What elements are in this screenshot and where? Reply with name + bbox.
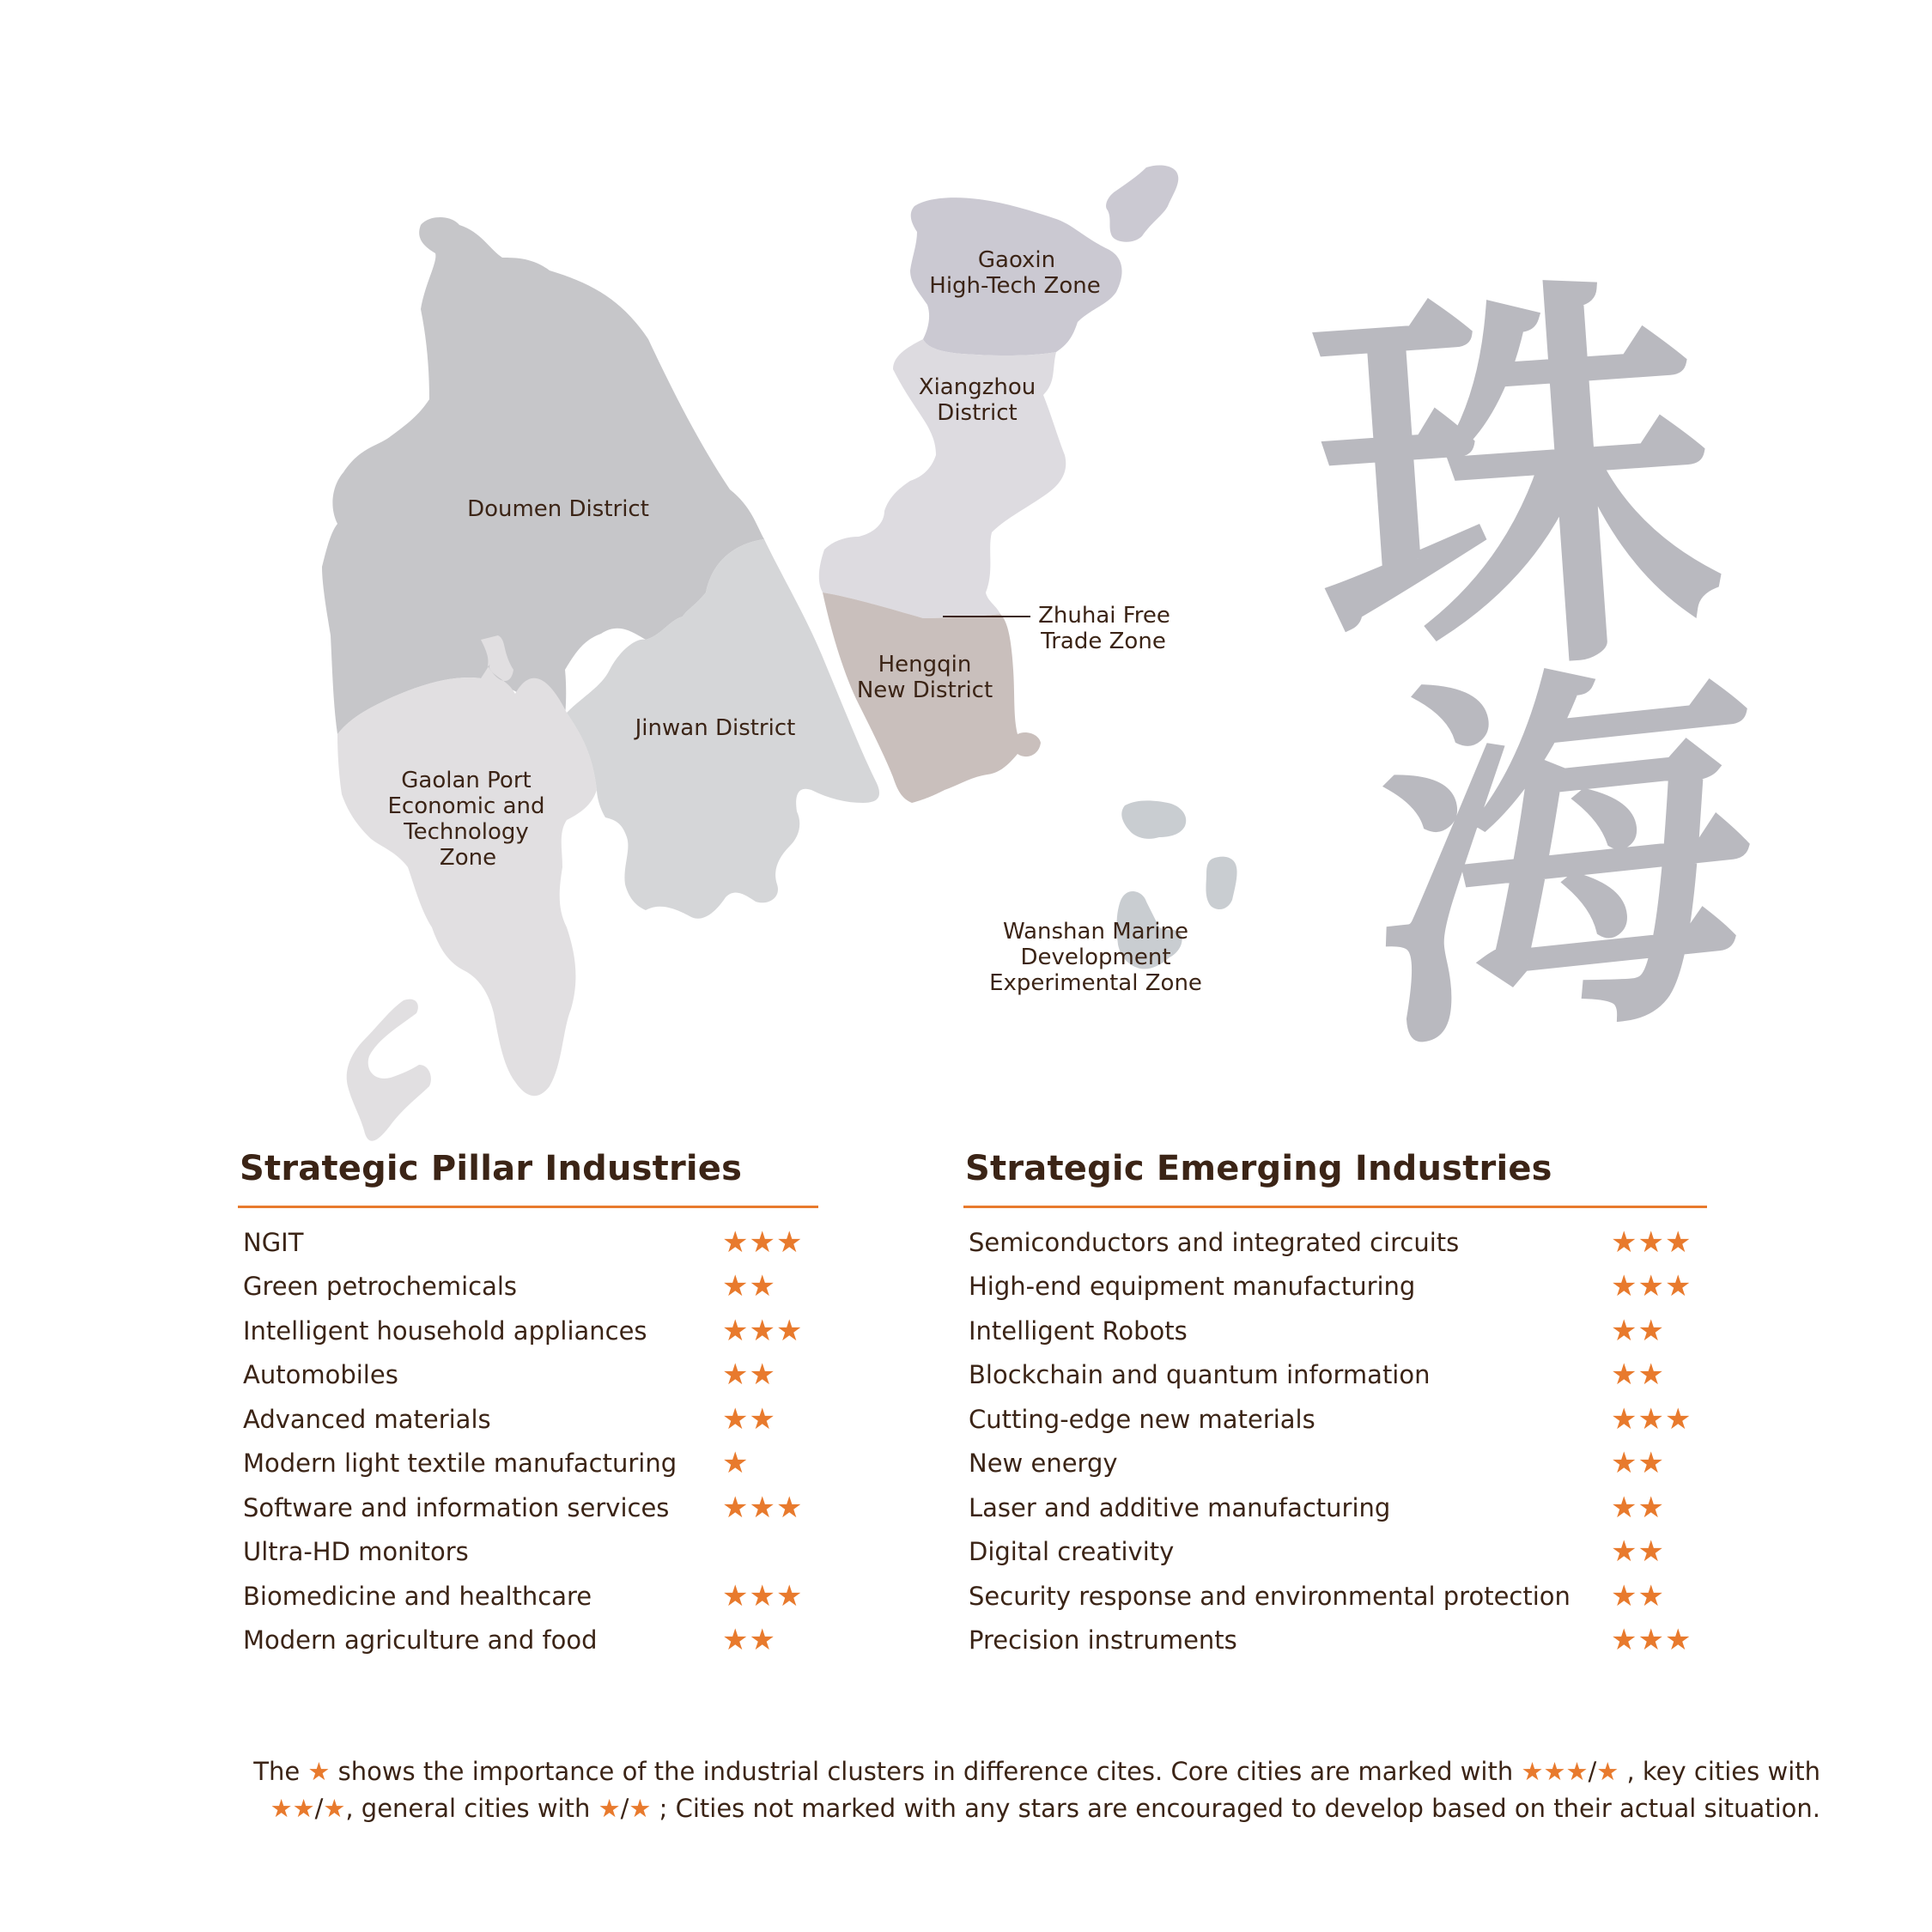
star-rating: ★★ bbox=[1611, 1578, 1665, 1613]
svg-text:New District: New District bbox=[856, 677, 993, 703]
star-rating: ★★ bbox=[722, 1623, 776, 1658]
svg-text:Hengqin: Hengqin bbox=[878, 652, 972, 677]
list-item bbox=[238, 1265, 818, 1309]
list-item bbox=[963, 1353, 1707, 1398]
star-rating: ★★★ bbox=[722, 1224, 804, 1260]
industry-name: Ultra-HD monitors bbox=[243, 1537, 469, 1567]
industry-name: High-end equipment manufacturing bbox=[969, 1272, 1416, 1302]
list-item bbox=[963, 1220, 1707, 1265]
label-wanshan bbox=[989, 919, 1202, 996]
calligraphy-zhu: 珠 bbox=[1297, 234, 1734, 736]
industry-name: Semiconductors and integrated circuits bbox=[969, 1227, 1460, 1257]
industry-name: Advanced materials bbox=[243, 1404, 491, 1434]
pillar-industries-panel bbox=[238, 1142, 818, 1662]
svg-text:Experimental Zone: Experimental Zone bbox=[989, 970, 1202, 996]
list-item bbox=[963, 1265, 1707, 1309]
list-item bbox=[238, 1397, 818, 1442]
footnote-text: / bbox=[314, 1794, 324, 1823]
star-rating: ★★★ bbox=[722, 1313, 804, 1348]
industry-name: Green petrochemicals bbox=[243, 1272, 518, 1302]
region-wanshan-1 bbox=[1121, 800, 1186, 838]
star-rating: ★★ bbox=[722, 1269, 776, 1304]
industry-name: Digital creativity bbox=[969, 1537, 1175, 1567]
industry-name: Automobiles bbox=[243, 1360, 398, 1390]
industry-name: Security response and environmental protection bbox=[969, 1581, 1571, 1611]
label-free-trade-zone bbox=[1038, 603, 1170, 654]
pillar-title: Strategic Pillar Industries bbox=[238, 1142, 818, 1208]
list-item bbox=[238, 1485, 818, 1530]
list-item bbox=[238, 1309, 818, 1353]
industry-name: Blockchain and quantum information bbox=[969, 1360, 1431, 1390]
star-icon: ★ bbox=[598, 1794, 621, 1823]
star-rating: ★★ bbox=[1611, 1358, 1665, 1393]
star-rating: ★★★ bbox=[722, 1578, 804, 1613]
star-rating: ★★ bbox=[722, 1401, 776, 1437]
svg-text:Trade Zone: Trade Zone bbox=[1041, 629, 1166, 654]
star-rating: ★★★ bbox=[722, 1490, 804, 1525]
industry-name: Biomedicine and healthcare bbox=[243, 1581, 592, 1611]
footnote-text: , key cities with bbox=[1619, 1757, 1820, 1786]
footnote-text: / bbox=[620, 1794, 629, 1823]
star-rating: ★★ bbox=[1611, 1446, 1665, 1481]
list-item bbox=[238, 1220, 818, 1265]
star-rating: ★★★ bbox=[1611, 1269, 1692, 1304]
star-icon: ★ bbox=[1596, 1757, 1619, 1786]
pillar-list bbox=[238, 1220, 818, 1662]
list-item bbox=[238, 1442, 818, 1486]
region-gaoxin-island bbox=[1106, 165, 1178, 241]
svg-text:Doumen District: Doumen District bbox=[467, 496, 649, 522]
svg-text:Zhuhai Free: Zhuhai Free bbox=[1038, 603, 1170, 629]
list-item bbox=[963, 1485, 1707, 1530]
list-item bbox=[963, 1619, 1707, 1663]
calligraphy-hai: 海 bbox=[1367, 614, 1759, 1103]
list-item bbox=[963, 1574, 1707, 1619]
star-rating: ★★ bbox=[1611, 1313, 1665, 1348]
svg-text:Gaolan Port: Gaolan Port bbox=[401, 768, 532, 793]
list-item bbox=[238, 1619, 818, 1663]
label-jinwan bbox=[634, 715, 796, 741]
industry-name: Modern agriculture and food bbox=[243, 1625, 598, 1656]
industry-name: Cutting-edge new materials bbox=[969, 1404, 1315, 1434]
star-icon: ★ bbox=[307, 1757, 331, 1786]
svg-text:Technology: Technology bbox=[404, 819, 529, 845]
svg-text:Zone: Zone bbox=[439, 845, 497, 871]
star-icon: ★★★ bbox=[1521, 1757, 1589, 1786]
region-gaolan-hook bbox=[347, 999, 431, 1141]
svg-text:Wanshan Marine: Wanshan Marine bbox=[1003, 919, 1188, 945]
svg-text:Jinwan District: Jinwan District bbox=[635, 715, 796, 741]
svg-text:Xiangzhou: Xiangzhou bbox=[918, 374, 1036, 400]
footnote-text: The bbox=[253, 1757, 308, 1786]
svg-text:High-Tech Zone: High-Tech Zone bbox=[929, 273, 1101, 299]
star-rating: ★★ bbox=[1611, 1490, 1665, 1525]
svg-text:Economic and: Economic and bbox=[387, 793, 545, 819]
svg-text:District: District bbox=[937, 400, 1018, 426]
industry-name: Modern light textile manufacturing bbox=[243, 1449, 677, 1479]
industry-name: NGIT bbox=[243, 1227, 304, 1257]
industry-name: Precision instruments bbox=[969, 1625, 1237, 1656]
list-item bbox=[963, 1309, 1707, 1353]
industry-name: Intelligent Robots bbox=[969, 1315, 1188, 1346]
emerging-list bbox=[963, 1220, 1707, 1662]
list-item bbox=[963, 1397, 1707, 1442]
emerging-title: Strategic Emerging Industries bbox=[963, 1142, 1707, 1208]
list-item bbox=[238, 1530, 818, 1575]
footnote-text: shows the importance of the industrial clusters in difference cites. Core cities are marked with bbox=[330, 1757, 1522, 1786]
star-rating: ★★★ bbox=[1611, 1623, 1692, 1658]
svg-text:Gaoxin: Gaoxin bbox=[977, 247, 1056, 273]
label-doumen bbox=[467, 496, 649, 522]
industry-name: New energy bbox=[969, 1449, 1118, 1479]
star-rating: ★★★ bbox=[1611, 1224, 1692, 1260]
emerging-industries-panel bbox=[963, 1142, 1707, 1662]
star-legend-footnote bbox=[249, 1753, 1820, 1827]
industry-name: Laser and additive manufacturing bbox=[969, 1492, 1391, 1522]
list-item bbox=[238, 1353, 818, 1398]
industry-name: Software and information services bbox=[243, 1492, 670, 1522]
footnote-text: / bbox=[1588, 1757, 1597, 1786]
list-item bbox=[238, 1574, 818, 1619]
star-icon: ★ bbox=[629, 1794, 652, 1823]
footnote-text: , general cities with bbox=[345, 1794, 598, 1823]
industry-name: Intelligent household appliances bbox=[243, 1315, 647, 1346]
star-rating: ★★★ bbox=[1611, 1401, 1692, 1437]
star-rating: ★★ bbox=[722, 1358, 776, 1393]
star-rating: ★★ bbox=[1611, 1534, 1665, 1570]
star-rating: ★ bbox=[722, 1446, 750, 1481]
list-item bbox=[963, 1442, 1707, 1486]
star-icon: ★★ bbox=[270, 1794, 315, 1823]
region-wanshan-2 bbox=[1206, 857, 1236, 909]
list-item bbox=[963, 1530, 1707, 1575]
star-icon: ★ bbox=[323, 1794, 346, 1823]
svg-text:Development: Development bbox=[1020, 945, 1171, 970]
footnote-text: ; Cities not marked with any stars are encouraged to develop based on their actual situation. bbox=[651, 1794, 1820, 1823]
